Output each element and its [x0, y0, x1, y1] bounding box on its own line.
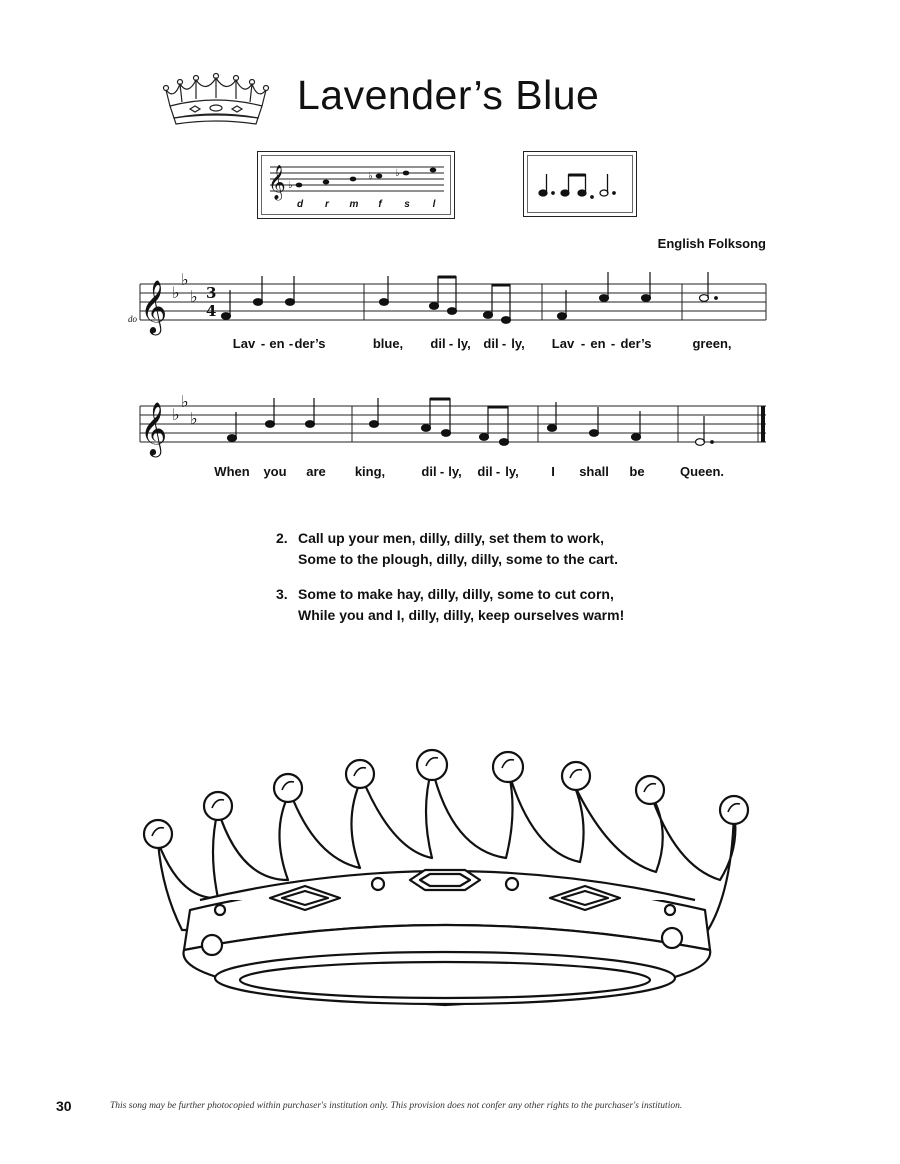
verse-line: Call up your men, dilly, dilly, set them to work, — [298, 530, 604, 546]
lyric-hyphen: - — [610, 336, 616, 351]
solfege-syllable: d — [296, 199, 304, 210]
lyric-syllable: dil — [477, 464, 493, 479]
svg-text:♭: ♭ — [190, 287, 198, 306]
svg-text:4: 4 — [206, 302, 217, 320]
lyric-syllable: you — [263, 464, 287, 479]
verse-3 — [276, 584, 624, 626]
lyric-syllable: dil — [421, 464, 437, 479]
treble-clef-icon: 𝄞 — [140, 401, 168, 455]
music-staff-2 — [0, 0, 900, 480]
song-credit: English Folksong — [657, 236, 766, 251]
verse-line: Some to make hay, dilly, dilly, some to cut corn, — [298, 586, 614, 602]
lyric-hyphen: - — [580, 336, 586, 351]
svg-text:♭: ♭ — [190, 409, 198, 428]
lyric-syllable: blue, — [372, 336, 404, 351]
svg-text:♭: ♭ — [181, 392, 189, 411]
lyric-hyphen: - — [260, 336, 266, 351]
lyric-syllable: are — [306, 464, 326, 479]
svg-text:3: 3 — [206, 284, 217, 302]
solfege-syllable: m — [349, 199, 359, 210]
lyric-syllable: Lav — [551, 336, 575, 351]
lyric-syllable: Lav — [232, 336, 256, 351]
lyric-syllable: der’s — [294, 336, 326, 351]
lyric-syllable: en — [590, 336, 606, 351]
lyric-hyphen: - — [501, 336, 507, 351]
solfege-syllable: r — [325, 199, 329, 210]
lyric-syllable: dil — [430, 336, 446, 351]
lyric-syllable: shall — [579, 464, 609, 479]
lyric-hyphen: - — [448, 336, 454, 351]
solfege-syllable: l — [432, 199, 436, 210]
crown-illustration — [120, 740, 770, 1020]
staff-2-notes — [228, 398, 714, 445]
lyric-syllable: Queen. — [679, 464, 725, 479]
svg-text:♭: ♭ — [181, 270, 189, 289]
verse-2 — [276, 528, 618, 570]
treble-clef-icon: 𝄞 — [140, 279, 168, 333]
lyric-syllable: ly, — [505, 464, 519, 479]
copyright-notice: This song may be further photocopied within purchaser's institution only. This provision does not confer any other rights to the purchaser's institution. — [110, 1101, 683, 1111]
lyric-syllable: be — [629, 464, 645, 479]
lyric-syllable: der’s — [620, 336, 652, 351]
song-title: Lavender’s Blue — [297, 72, 600, 118]
lyric-syllable: ly, — [457, 336, 471, 351]
lyric-syllable: I — [551, 464, 555, 479]
lyric-syllable: ly, — [511, 336, 525, 351]
svg-text:♭: ♭ — [172, 283, 180, 302]
svg-text:♭: ♭ — [395, 168, 400, 179]
solfege-syllable: s — [404, 199, 410, 210]
lyric-syllable: en — [269, 336, 285, 351]
lyric-syllable: king, — [354, 464, 386, 479]
lyric-syllable: ly, — [448, 464, 462, 479]
verse-line: Some to the plough, dilly, dilly, some to the cart. — [298, 551, 618, 567]
lyric-hyphen: - — [439, 464, 445, 479]
svg-text:♭: ♭ — [288, 180, 293, 191]
svg-text:♭: ♭ — [368, 171, 373, 182]
page-number: 30 — [56, 1098, 72, 1114]
lyric-syllable: green, — [692, 336, 732, 351]
verse-number: 3. — [276, 586, 288, 602]
lyric-syllable: dil — [483, 336, 499, 351]
svg-text:♭: ♭ — [172, 405, 180, 424]
start-label: do — [128, 314, 137, 324]
key-signature — [172, 392, 198, 428]
verse-number: 2. — [276, 530, 288, 546]
lyric-syllable: When — [214, 464, 250, 479]
solfege-syllable: f — [378, 199, 382, 210]
lyric-hyphen: - — [495, 464, 501, 479]
treble-clef-icon: 𝄞 — [268, 165, 286, 200]
lyric-hyphen: - — [288, 336, 294, 351]
verse-line: While you and I, dilly, dilly, keep ourselves warm! — [298, 607, 625, 623]
